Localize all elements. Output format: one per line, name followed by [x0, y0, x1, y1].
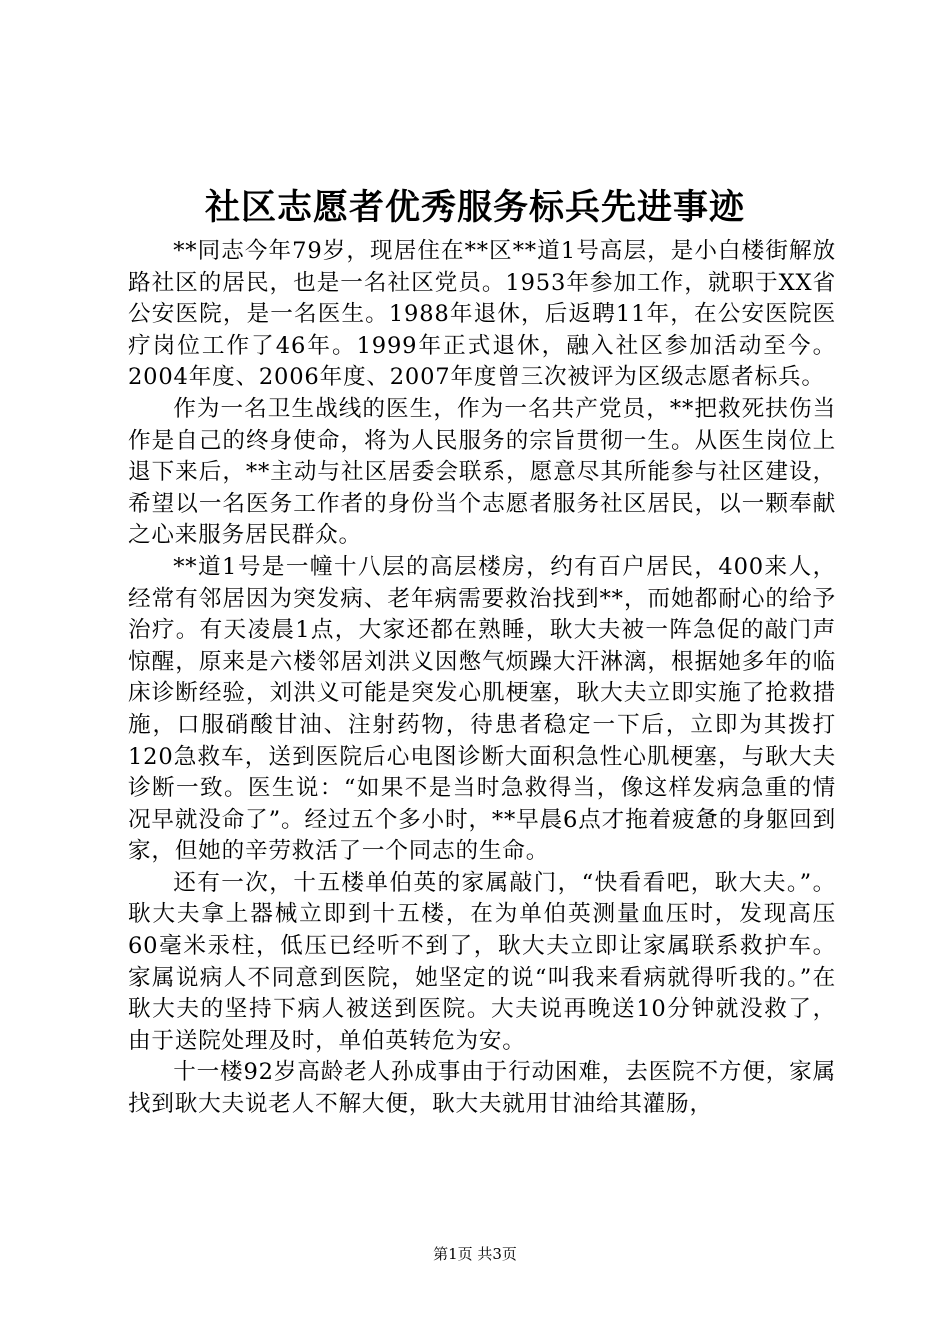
document-title: 社区志愿者优秀服务标兵先进事迹: [204, 187, 745, 228]
paragraph: 还有一次，十五楼单伯英的家属敲门，“快看看吧，耿大夫。”。耿大夫拿上器械立即到十五楼，在为单伯英测量血压时，发现高压60毫米汞柱，低压已经听不到了，耿大夫立即让家属联系救护车。家属说病人不同意到医院，她坚定的说“叫我来看病就得听我的。”在耿大夫的坚持下病人被送到医院。大夫说再晚送10分钟就没救了，由于送院处理及时，单伯英转危为安。: [128, 869, 836, 1054]
paragraph: **同志今年79岁，现居住在**区**道1号高层，是小白楼街解放路社区的居民，也是一名社区党员。1953年参加工作，就职于XX省公安医院，是一名医生。1988年退休，后返聘11年，在公安医院医疗岗位工作了46年。1999年正式退休，融入社区参加活动至今。2004年度、2006年度、2007年度曾三次被评为区级志愿者标兵。: [128, 238, 836, 391]
paragraph: **道1号是一幢十八层的高层楼房，约有百户居民，400来人，经常有邻居因为突发病、老年病需要救治找到**，而她都耐心的给予治疗。有天凌晨1点，大家还都在熟睡，耿大夫被一阵急促的敲门声惊醒，原来是六楼邻居刘洪义因憋气烦躁大汗淋漓，根据她多年的临床诊断经验，刘洪义可能是突发心肌梗塞，耿大夫立即实施了抢救措施，口服硝酸甘油、注射药物，待患者稳定一下后，立即为其拨打120急救车，送到医院后心电图诊断大面积急性心肌梗塞，与耿大夫诊断一致。医生说：“如果不是当时急救得当，像这样发病急重的情况早就没命了”。经过五个多小时，**早晨6点才拖着疲惫的身躯回到家，但她的辛劳救活了一个同志的生命。: [128, 553, 836, 865]
paragraph: 十一楼92岁高龄老人孙成事由于行动困难，去医院不方便，家属找到耿大夫说老人不解大便，耿大夫就用甘油给其灌肠，: [128, 1059, 836, 1118]
paragraph: 作为一名卫生战线的医生，作为一名共产党员，**把救死扶伤当作是自己的终身使命，将为人民服务的宗旨贯彻一生。从医生岗位上退下来后，**主动与社区居委会联系，愿意尽其所能参与社区建设，希望以一名医务工作者的身份当个志愿者服务社区居民，以一颗奉献之心来服务居民群众。: [128, 395, 836, 549]
document-body: [128, 236, 836, 1121]
page-number-footer: 第1页 共3页: [433, 1245, 517, 1263]
